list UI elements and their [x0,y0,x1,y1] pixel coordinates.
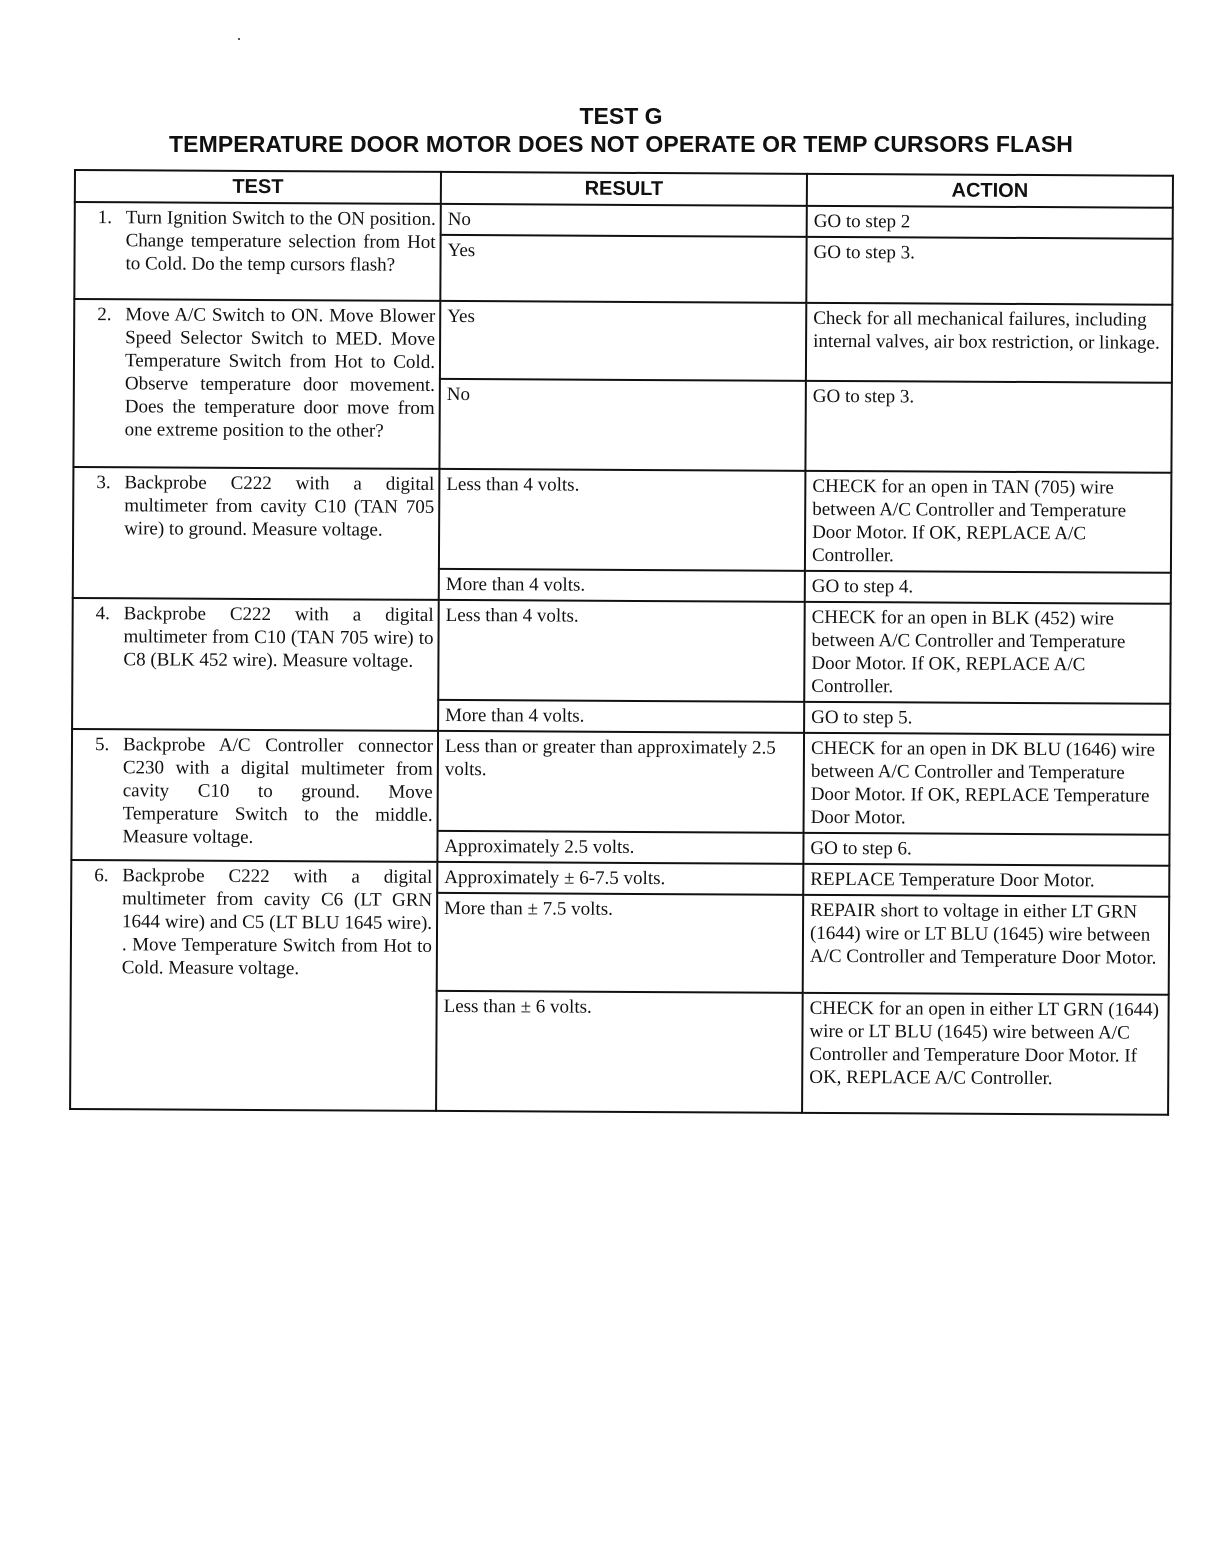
action-text: CHECK for an open in BLK (452) wire between A/C Controller and Temperature Door Motor. If OK, REPLACE A/C Controller. [811,606,1126,698]
step-test-text: Move A/C Switch to ON. Move Blower Speed Selector Switch to MED. Move Temperature Switch from Hot to Cold. Observe temperature door movement. Does the temperature door move from one extreme position to the other? [124,304,436,442]
result-text: Approximately 2.5 volts. [444,835,635,858]
action-cell [805,571,1171,604]
action-text: REPAIR short to voltage in either LT GRN (1644) wire or LT BLU (1645) wire between A/C Controller and Temperature Door Motor. [809,899,1157,969]
result-text: More than 4 volts. [445,573,586,596]
result-text: Approximately ± 6-7.5 volts. [444,866,666,890]
result-cell [439,569,805,602]
step-test-text: Turn Ignition Switch to the ON position. Change temperature selection from Hot to Cold. Do the temp cursors flash? [125,207,436,276]
page-title: TEST G [579,103,663,129]
result-text: More than ± 7.5 volts. [444,897,613,920]
action-cell [804,733,1171,835]
action-text: GO to step 3. [812,385,915,408]
action-text: REPLACE Temperature Door Motor. [810,868,1095,892]
result-text: More than 4 volts. [445,704,585,727]
action-text: CHECK for an open in DK BLU (1646) wire between A/C Controller and Temperature Door Motor. If OK, REPLACE Temperature Door Motor. [810,737,1156,829]
test-cell [71,729,438,862]
result-cell [438,731,805,833]
page-subtitle: TEMPERATURE DOOR MOTOR DOES NOT OPERATE OR TEMP CURSORS FLASH [169,131,1073,157]
action-cell [806,237,1172,305]
action-text: CHECK for an open in either LT GRN (1644) wire or LT BLU (1645) wire between A/C Controller and Temperature Door Motor. If OK, REPLACE A/C Controller. [809,997,1160,1090]
result-cell [440,235,806,303]
test-cell [72,598,439,731]
action-text: GO to step 5. [811,706,913,729]
test-cell [73,299,440,469]
action-cell [803,895,1170,995]
diagnostic-table [69,169,1174,1116]
result-cell [438,600,805,702]
action-text: Check for all mechanical failures, including internal valves, air box restriction, or linkage. [813,307,1160,354]
result-cell [436,991,803,1113]
column-header-result: RESULT [441,172,807,206]
table-row [72,598,1171,704]
step-test-text: Backprobe A/C Controller connector C230 with a digital multimeter from cavity C10 to ground. Move Temperature Switch to the middle. Measure voltage. [122,734,434,848]
result-text: Less than 4 volts. [446,473,580,496]
step-test-text: Backprobe C222 with a digital multimeter from C10 (TAN 705 wire) to C8 (BLK 452 wire). Measure voltage. [123,603,434,672]
action-text: CHECK for an open in TAN (705) wire between A/C Controller and Temperature Door Motor. If OK, REPLACE A/C Controller. [811,475,1127,567]
result-cell [439,379,805,471]
test-cell [73,467,440,600]
action-cell [807,206,1173,239]
action-cell [806,303,1172,383]
step-test-text: Backprobe C222 with a digital multimeter from cavity C6 (LT GRN 1644 wire) and C5 (LT BLU 1645 wire). . Move Temperature Switch from Hot to Cold. Measure voltage. [121,865,433,980]
result-text: Yes [447,305,475,328]
scan-speck [238,38,240,40]
result-text: Less than 4 volts. [445,604,579,627]
result-text: Less than or greater than approximately 2.5 volts. [444,735,776,781]
step-number: 2. [97,304,112,326]
result-text: Less than ± 6 volts. [443,995,592,1018]
step-test-text: Backprobe C222 with a digital multimeter from cavity C10 (TAN 705 wire) to ground. Measure voltage. [124,472,435,541]
column-header-action: ACTION [807,174,1173,208]
action-text: GO to step 3. [813,241,915,264]
table-row [73,467,1172,573]
column-header-test: TEST [75,170,441,204]
result-cell [441,204,807,237]
step-number: 1. [97,207,113,229]
result-text: Yes [447,239,476,262]
table-row [74,299,1172,383]
result-cell [440,301,806,381]
step-number: 3. [96,472,111,494]
result-text: No [447,208,472,231]
action-cell [803,864,1169,897]
action-text: GO to step 4. [811,575,914,598]
action-text: GO to step 6. [810,837,912,860]
step-number: 5. [94,734,110,756]
action-cell [805,471,1172,573]
action-cell [804,702,1170,735]
table-row [72,729,1171,835]
result-cell [437,893,804,993]
step-number: 4. [95,603,110,625]
page-header [0,103,1232,159]
test-cell [70,860,437,1111]
step-number: 6. [94,865,109,887]
action-cell [805,381,1171,473]
action-cell [802,993,1169,1115]
action-cell [804,602,1171,704]
table-row [71,860,1169,897]
action-cell [803,833,1169,866]
result-cell [439,469,806,571]
test-cell [74,202,441,301]
result-cell [437,862,803,895]
result-cell [437,831,803,864]
result-cell [438,700,804,733]
action-text: GO to step 2 [813,210,911,233]
result-text: No [446,383,471,406]
table-row [75,202,1173,239]
